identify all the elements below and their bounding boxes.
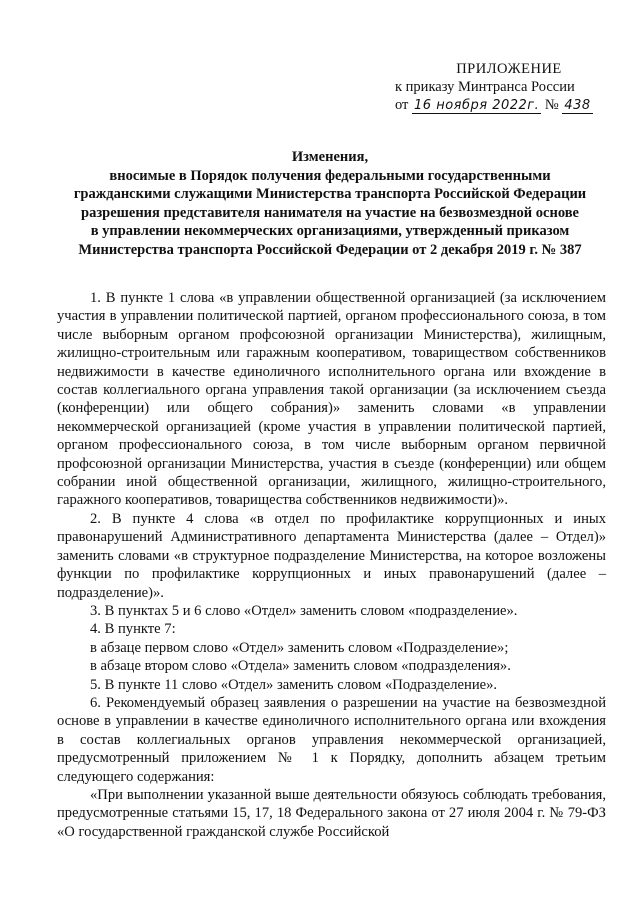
handwritten-date: 16 ноября 2022г. <box>414 98 540 113</box>
number-prefix: № <box>544 97 559 113</box>
paragraph-1: 1. В пункте 1 слова «в управлении общественной организацией (за исключением участия в управлении политической партией, органом профессионального союза, в том числе выборным органом профсоюзной организации Министерства), жилищным, жилищно-строительным или гаражным кооперативом, товариществом собственников недвижимости в качестве единоличного исполнительного органа или вхождение в состав коллегиального органа управления такой организации (за исключением съезда (конференции) или общего собрания)» заменить словами «в управлении некоммерческой организацией (кроме участия в управлении политической партией, органом профессионального союза, в том числе выборным органом первичной профсоюзной организации Министерства, участия в съезде (конференции) или общем собрании иной общественной организации, жилищного, жилищно-строительного, гаражного кооперативов, товарищества собственников недвижимости)». <box>57 290 606 509</box>
appendix-date-line <box>395 96 605 115</box>
paragraph-4: 4. В пункте 7: <box>90 621 176 638</box>
document-body <box>57 289 606 841</box>
handwritten-number: 438 <box>564 98 591 113</box>
title-line-6: Министерства транспорта Российской Федерации от 2 декабря 2019 г. № 387 <box>78 241 582 258</box>
paragraph-3: 3. В пунктах 5 и 6 слово «Отдел» заменить словом «подразделение». <box>90 602 518 619</box>
document-title <box>50 148 610 259</box>
paragraph-6: 6. Рекомендуемый образец заявления о разрешении на участие на безвозмездной основе в управлении в качестве единоличного исполнительного органа или вхождения в состав коллегиальных органов управления некоммерческой организацией, предусмотренный приложением № 1 к Порядку, дополнить абзацем третьим следующего содержания: <box>57 694 606 785</box>
paragraph-4a: в абзаце первом слово «Отдел» заменить словом «Подразделение»; <box>90 639 509 656</box>
title-line-1: Изменения, <box>291 149 369 165</box>
title-line-2: вносимые в Порядок получения федеральными государственными <box>109 167 551 184</box>
title-line-4: разрешения представителя нанимателя на участие на безвозмездной основе <box>81 204 579 221</box>
paragraph-4b: в абзаце втором слово «Отдела» заменить словом «подразделения». <box>90 658 511 675</box>
paragraph-2: 2. В пункте 4 слова «в отдел по профилактике коррупционных и иных правонарушений Административного департамента Министерства (далее – Отдел)» заменить словами «в структурное подразделение Министерства, на которое возложены функции по профилактике коррупционных и иных правонарушений (далее – подразделение)». <box>57 510 606 601</box>
appendix-block <box>395 60 605 115</box>
date-prefix: от <box>395 97 409 113</box>
title-line-3: гражданскими служащими Министерства транспорта Российской Федерации <box>73 186 587 202</box>
appendix-order-line: к приказу Минтранса России <box>395 79 575 95</box>
appendix-heading: ПРИЛОЖЕНИЕ <box>456 61 562 77</box>
paragraph-5: 5. В пункте 11 слово «Отдел» заменить словом «Подразделение». <box>90 676 498 693</box>
title-line-5: в управлении некоммерческих организациями, утвержденный приказом <box>90 223 570 239</box>
paragraph-6-quote: «При выполнении указанной выше деятельности обязуюсь соблюдать требования, предусмотренные статьями 15, 17, 18 Федерального закона от 27 июля 2004 г. № 79-ФЗ «О государственной гражданской службе Российской <box>57 786 606 840</box>
